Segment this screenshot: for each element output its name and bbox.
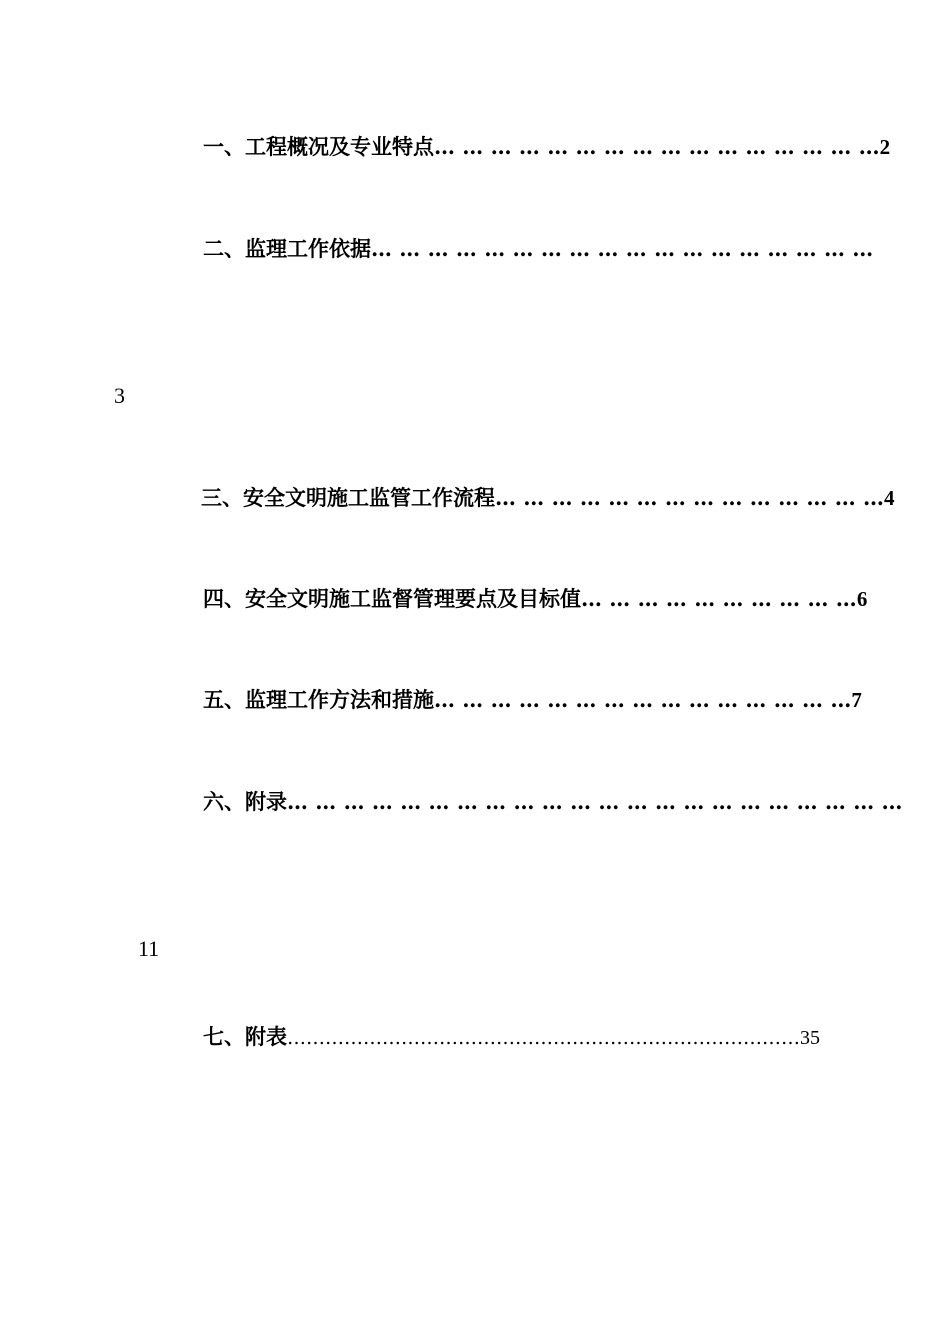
toc-leader: … … … … … … … … … … … … … … … [434,687,852,712]
toc-entry-1[interactable] [203,132,891,162]
stray-page-number-3: 3 [114,383,125,408]
toc-leader: … … … … … … … … … … … … … … [495,485,885,510]
toc-page-number: 35 [800,1027,820,1049]
toc-page-number: 2 [879,135,891,159]
toc-entry-7[interactable] [203,1022,863,1052]
toc-title: 七、附表 [203,1024,287,1049]
toc-leader: … … … … … … … … … … … … … … … … [434,134,880,159]
toc-entry-3[interactable] [201,483,895,513]
toc-entry-4[interactable] [203,584,868,614]
toc-leader: … … … … … … … … … … … … … … … … … … … … … … [287,789,903,814]
toc-title: 三、安全文明施工监管工作流程 [201,485,495,510]
toc-title: 二、监理工作依据 [203,236,371,261]
toc-entry-5[interactable] [203,685,863,715]
stray-page-number-11: 11 [138,936,160,961]
toc-entry-6[interactable] [203,787,903,817]
toc-page-number: 4 [884,486,895,510]
toc-title: 一、工程概况及专业特点 [203,134,434,159]
toc-leader: … … … … … … … … … … … … … … … … … … [371,236,874,261]
toc-title: 六、附录 [203,789,287,814]
toc-title: 四、安全文明施工监督管理要点及目标值 [203,586,581,611]
toc-title: 五、监理工作方法和措施 [203,687,434,712]
toc-leader: ……………………………………………………………………… [287,1027,800,1049]
toc-page-number: 6 [856,587,868,611]
toc-page-number: 7 [851,688,862,712]
toc-entry-2[interactable] [203,234,874,264]
toc-leader: … … … … … … … … … … [581,586,857,611]
